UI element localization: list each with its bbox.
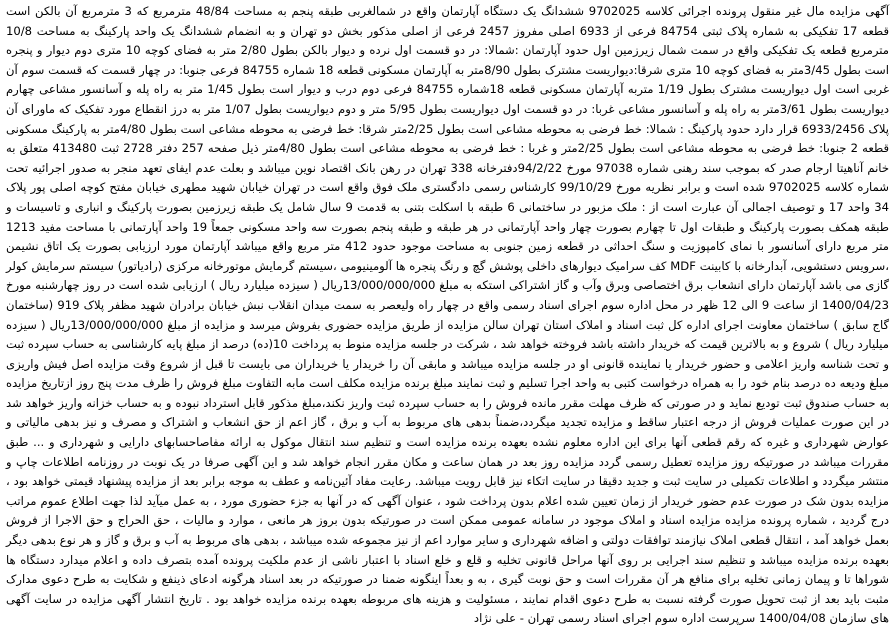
notice-body: آگهی مزایده مال غیر منقول پرونده اجرائی کلاسه 9702025 ششدانگ یک دستگاه آپارتمان واقع در شمالغربی طبقه پنجم به مساحت 48/84 مترمربع که 3 مترمربع آن بالکن است قطعه 17 تفکیکی به شماره پلاک ثبتی 84754 فرعی از 6933 اصلی مفروز 2457 فرعی از اصلی مذکور بخش دو تهران و به انضمام ششدانگ یک واحد پارکینگ به مساحت 10/8 مترمربع قطعه یک تفکیکی واقع در سمت شمال زیرزمین اول حدود آپارتمان :شمالا: در دو قسمت اول نرده و دیوار بالکن بطول 2/80 متر به فضای کوچه 10 متری دوم دیوار و پنجره است بطول 3/45متر به فضای کوچه 10 متری شرقا:دیواریست مشترک بطول 8/90متر به آپارتمان مسکونی قطعه 18 شماره 84755 فرعی جنوبا: در چهار قسمت که قسمت سوم آن غربی است اول دیواریست مشترک بطول 1/19 متربه آپارتمان مسکونی قطعه 18شماره 84755 فرعی دوم درب و دیوار است بطول 1/45 متر به راه پله و آسانسور مشاعی چهارم دیواریست بطول 3/61متر به راه پله و آسانسور مشاعی غربا: در دو قسمت اول دیواریست بطول 5/95 متر و دوم دیواریست بطول 1/07 متر به درز انقطاع مورد تفکیک که ماورای آن پلاک 6933/2456 قرار دارد حدود پارکینگ : شمالا: خط فرضی به محوطه مشاعی است بطول 2/25متر شرقا: خط فرضی به محوطه مشاعی است بطول 4/80متر به پارکینگ مسکونی قطعه 2 جنوبا: خط فرضی به محوطه مشاعی است بطول 2/25متر و غربا : خط فرضی به محوطه مشاعی است بطول 4/80متر ذیل صفحه 257 دفتر 2728 ثبت 413480 متعلق به خانم آناهیتا ارجام صدر که بموجب سند رهنی شماره 97038 مورخ 94/2/22دفترخانه 338 تهران در رهن بانک اقتصاد نوین میباشد و بعلت عدم ایفای تعهد منجر به صدور اجرائیه تحت شماره کلاسه 9702025 شده است و برابر نظریه مورخ 99/10/29 کارشناس رسمی دادگستری ملک فوق واقع است در تهران خیابان شهید مطهری خیابان مفتح کوچه اصلی پور پلاک 34 واحد 17 و توصیف اجمالی آن عبارت است از : ملک مزبور در ساختمانی 6 طبقه با اسکلت بتنی به قدمت 9 سال شامل یک طبقه زیرزمین بصورت پارکینگ و انباری و تاسیسات و طبقه همکف بصورت پارکینگ و طبقات اول تا چهارم بصورت چهار واحد آپارتمانی در هر طبقه و طبقه پنجم بصورت سه واحد مسکونی جمعاً 19 واحد آپارتمانی با مساحت مفید 1213 متر مربع دارای آسانسور با نمای کامپوزیت و سنگ احداثی در قطعه زمین جنوبی به مساحت موجود حدود 412 متر مربع واقع میباشد آپارتمان مورد ارزیابی بصورت یک اتاق نشیمن ،سرویس دستشویی، آبدارخانه با کابینت MDF کف سرامیک دیوارهای داخلی پوشش گچ و رنگ پنجره ها آلومینیومی ،سیستم گرمایش موتورخانه مرکزی (رادیاتور) سیستم سرمایش کولر گازی می باشد آپارتمان دارای انشعاب برق اختصاصی وبرق وآب و گاز اشتراکی استکه به مبلغ 13/000/000/000ریال ( سیزده میلیارد ریال ) ارزیابی شده است در روز چهارشنبه مورخ 1400/04/23 از ساعت 9 الی 12 ظهر در محل اداره سوم اجرای اسناد رسمی واقع در چهار راه ولیعصر به سمت میدان انقلاب نبش خیابان برادران شهید مظفر پلاک 919 (ساختمان گاج سابق ) ساختمان معاونت اجرای اداره کل ثبت اسناد و املاک استان تهران سالن مزایده از طریق مزایده حضوری بفروش میرسد و مزایده از مبلغ 13/000/000/000ریال ( سیزده میلیارد ریال ) شروع و به بالاترین قیمت که خریدار داشته باشد فروخته خواهد شد ، شرکت در جلسه مزایده منوط به پرداخت 10(ده) درصد از مبلغ پایه کارشناسی به حساب سپرده ثبت و تحت شناسه واریز اعلامی و حضور خریدار یا نماینده قانونی او در جلسه مزایده میباشد و مابقی آن را خریدار یا خریداران می بایست تا قبل از شروع وقت مزایده اصل فیش واریزی مبلغ ودیعه ده درصد بنام خود را به همراه درخواست کتبی به واحد اجرا تسلیم و ثبت نمایند مبلغ برنده مزایده مکلف است مابه التفاوت مبلغ فروش را ظرف مدت پنج روز ازتاریخ مزایده به حساب صندوق ثبت تودیع نماید و در صورتی که ظرف مهلت مقرر مانده فروش را به حساب سپرده ثبت واریز نکند،مبلغ مذکور قابل استرداد نبوده و به حساب خزانه واریز خواهد شد در این صورت عملیات فروش از درجه اعتبار ساقط و مزایده تجدید میگردد،ضمناً بدهی های مربوط به آب و برق ، گاز اعم از حق انشعاب و اشتراک و مصرف و نیز بدهی مالیاتی و عوارض شهرداری و غیره که رقم قطعی آنها برای این اداره معلوم نشده بعهده برنده مزایده است و تنظیم سند انتقال موکول به ارائه مفاصاحسابهای دارایی و شهرداری و ... طبق مقررات میباشد در صورتیکه روز مزایده تعطیل رسمی گردد مزایده روز بعد در همان ساعت و مکان مقرر انجام خواهد شد و این آگهی صرفا در یک نوبت در روزنامه اطلاعات چاپ و منتشر میگردد و اطلاعات تکمیلی در سایت ثبت و جدید دقیقا در سایت اتکاء نیز قابل رویت میباشد. رعایت مفاد آئین‌نامه و عطف به موجه برابر بعد از مزایده پیشنهاد قیمتی خواهد بود ، مزایده بدون شک در صورت عدم حضور خریدار از زمان تعیین شده اعلام بدون پرداخت شود ، عنوان آگهی که در آنها به جزء حضوری مورد ، به عمل میآید لذا جهت اطلاع عموم مراتب درج گردید ، شماره پرونده مزایده مزایده اسناد و املاک موجود در سامانه عمومی ممکن است در صورتیکه بدون بروز هر مانعی ، موارد و مالیات ، حق الحراج و حق الاجرا از فروش بعمل خواهد آمد ، انتقال قطعی املاک نیازمند توافقات دولتی و اضافه شهرداری و سایر موارد اعم از نیز مجموعه شده میباشد ، بدهی های مربوط به آب و برق و گاز و هر نوع بدهی دیگر بعهده برنده مزایده میباشد و تنظیم سند اجرایی بر روی آنها مراحل قانونی تخلیه و قلع و خلع اسناد با اعتبار ناشی از عدم ملکیت پرونده آمده بتصرف داده و اعلام میدارد دستگاه ها شوراها تا و پیمان زمانی تخلیه برای منافع هر آن مقررات است و حق نوبت گیری ، به و بعداً اینگونه ضمنا در صورتیکه در بعد اسناد هرگونه ادعای ذینفع و شکایت به طرح دعوی مدارک مثبت باید بعد از ثبت تحویل صورت گرفته نسبت به طرح دعوی اقدام نمایند ، مسئولیت و هزینه های مربوطه بعهده برنده مزایده خواهد بود . تاریخ انتشار آگهی مزایده در سایت آگهی های سازمان 1400/04/08 سرپرست اداره سوم اجرای اسناد رسمی تهران - علی نژاد bbox=[6, 4, 890, 626]
auction-notice bbox=[6, 2, 890, 626]
